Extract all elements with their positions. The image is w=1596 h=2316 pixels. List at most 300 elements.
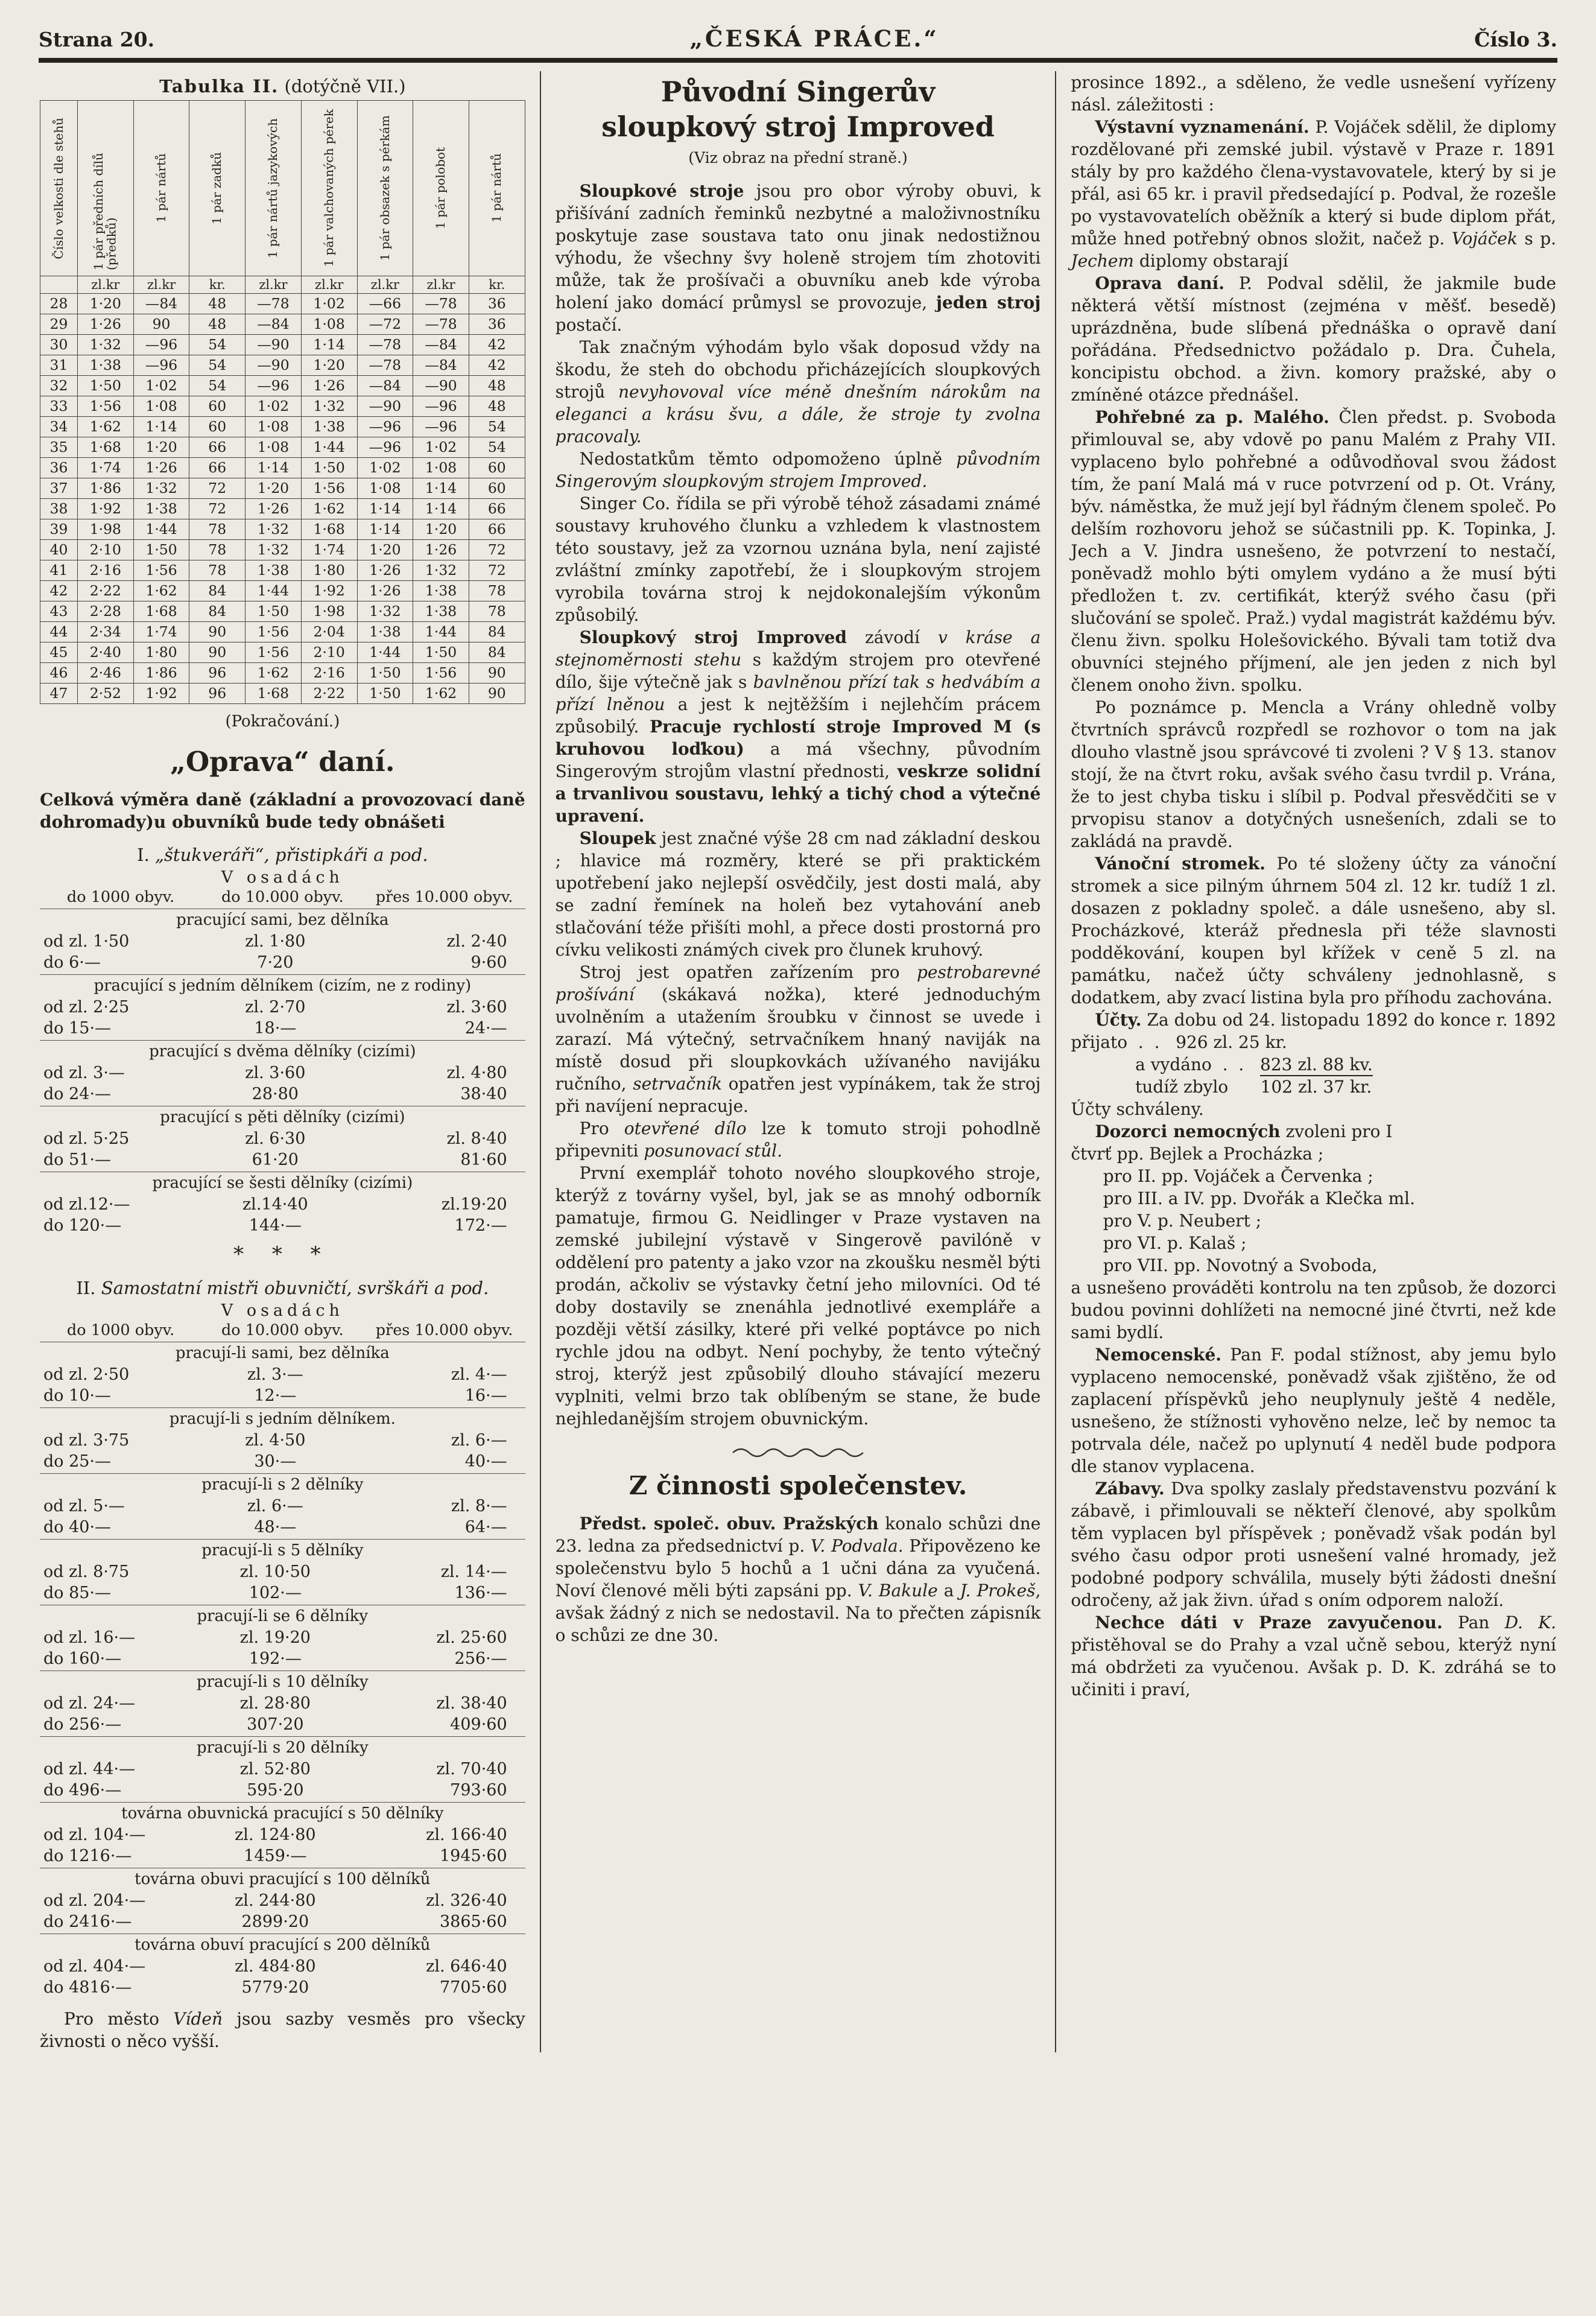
rate-value: 48·—	[254, 1518, 297, 1537]
table-cell: —96	[413, 417, 469, 437]
rate-group-label: pracují-li se 6 dělníky	[197, 1607, 369, 1626]
table-cell: 1·14	[301, 335, 357, 355]
table-cell: 1·50	[245, 601, 302, 622]
table-cell: 1·68	[78, 437, 134, 458]
rate-value: od zl. 24·—	[43, 1694, 136, 1713]
table-cell: 96	[189, 663, 245, 684]
rate-value: do 85·—	[43, 1584, 112, 1603]
rate-group	[40, 1868, 525, 1932]
table-cell: —90	[245, 335, 302, 355]
article-title-singer: Původní Singerův sloupkový stroj Improved	[601, 75, 995, 143]
table-cell: 1·44	[413, 622, 469, 642]
text-segment: D. K.	[1504, 1613, 1557, 1632]
table-column-header	[133, 101, 189, 276]
table-column-header	[413, 101, 469, 276]
text-segment: Dozorci nemocných	[1095, 1122, 1281, 1141]
rate-value: zl. 52·80	[239, 1760, 311, 1779]
rate-value: zl. 326·40	[426, 1891, 507, 1911]
table-cell: 1·02	[357, 458, 413, 478]
rate-value: do 120·—	[43, 1216, 122, 1235]
table-cell: —84	[413, 335, 469, 355]
text-segment: Nemocenské.	[1095, 1345, 1222, 1365]
table-cell: 1·38	[245, 560, 302, 581]
table-cell: 1·62	[413, 684, 469, 704]
table-cell: 1·32	[357, 601, 413, 622]
table-cell: 1·14	[413, 499, 469, 519]
rate-value: od zl.12·—	[43, 1195, 130, 1214]
rate-group	[40, 909, 525, 973]
oprava-intro: Celková výměra daně (základní a provozovací daně dohromady)u obuvníků bude tedy obnášeti	[40, 789, 525, 832]
table-cell: 1·20	[133, 437, 189, 458]
table-cell: 90	[189, 642, 245, 663]
paragraph	[1071, 1344, 1556, 1477]
table-cell: —96	[357, 437, 413, 458]
text-segment: nevyhovoval více méně dnešním nárokům na eleganci a krásu švu, a dále, že stroje ty zvolna pracovaly.	[555, 382, 1041, 446]
table-cell: 1·38	[413, 581, 469, 601]
text-segment: diplomy obstarají	[1133, 251, 1288, 271]
text-segment: lze k tomuto stroji pohodlně připevniti	[555, 1118, 1041, 1161]
text-segment: pro II. pp. Vojáček a Červenka ;	[1071, 1166, 1373, 1186]
rate-value: 172·—	[454, 1216, 507, 1235]
rate-value: do 10·—	[43, 1386, 112, 1406]
paragraph	[1071, 116, 1556, 272]
table-column-header	[40, 101, 78, 276]
rate-row	[40, 1582, 525, 1604]
table-cell: 1·80	[133, 642, 189, 663]
table-cell: 90	[469, 684, 525, 704]
table-title-bold: Tabulka II.	[159, 76, 279, 97]
rate-value: do 4816·—	[43, 1978, 132, 1997]
table-cell: 1·08	[245, 437, 302, 458]
issue-number: Číslo 3.	[1474, 28, 1557, 51]
table-cell: 1·80	[301, 560, 357, 581]
rate-column-label: do 1000 obyv.	[66, 1321, 175, 1340]
rate-value: zl. 244·80	[235, 1891, 316, 1911]
rate-row	[40, 1824, 525, 1845]
rate-section-subhead	[40, 1301, 525, 1320]
rate-value: 1459·—	[244, 1847, 307, 1866]
rate-group-label: továrna obuvi pracující s 100 dělníků	[135, 1870, 431, 1889]
table-cell: 60	[189, 417, 245, 437]
rate-row	[40, 1911, 525, 1932]
table-unit-cell: kr.	[469, 276, 525, 294]
text-segment: pro VII. pp. Novotný a Svoboda,	[1071, 1255, 1378, 1275]
paragraph	[556, 336, 1041, 448]
table-cell: 1·32	[245, 519, 302, 540]
table-title	[40, 76, 525, 97]
table-cell: 2·16	[78, 560, 134, 581]
table-unit-cell: zl.kr	[357, 276, 413, 294]
rate-value: od zl. 16·—	[43, 1628, 136, 1648]
rate-group-label: pracují-li s 2 dělníky	[201, 1476, 364, 1494]
table-cell: 48	[469, 396, 525, 417]
table-cell: 1·08	[301, 314, 357, 335]
rate-value: od zl. 204·—	[43, 1891, 146, 1911]
text-segment: a	[937, 1581, 960, 1601]
rate-value: zl. 28·80	[239, 1694, 311, 1713]
table-cell: 84	[469, 622, 525, 642]
text-segment: Člen předst. p. Svoboda přimlouval se, aby vdově po panu Malém z Prahy VII. vyplaceno bylo pohřebné a odůvodňoval svou žádost tím, že paní Malá má v ruce potvrzení od p. Ot. Vrány, býv. náměstka, že muž její byl řádným členem společ. Po delším rozhovoru jehož se súčastnili pp. K. Topinka, J. Jech a V. Jindra usnešeno, že potvrzení to nestačí, poněvadž mohlo býti omylem vydáno a že musí býti předložen t. zv. certifikát, kterýž svého času (při slučování se společ. Praž.) vydal magistrát každému býv. členu živn. spolku Holešovického. Bývali tam totiž dva obuvníci stejného příjmení, ale jen jeden z nich byl členem onoho živn. spolku.	[1071, 407, 1557, 695]
table-unit-cell: zl.kr	[245, 276, 302, 294]
table-cell: 1·50	[301, 458, 357, 478]
rate-value: od zl. 2·25	[43, 998, 130, 1017]
rate-value: od zl. 44·—	[43, 1760, 136, 1779]
text-segment: jest značné výše 28 cm nad základní deskou ; hlavice má rozměry, které se při praktickém upotřebení jako nejlepší osvědčily, jest dosti malá, aby se zadní řemínek na holeň bez vytahování aneb stlačování téže přišíti mohl, a přece dosti prostorná pro cívku velikosti známých civek pro člunek kruhový.	[555, 828, 1041, 960]
rate-group	[40, 1934, 525, 1998]
text-segment: Po poznámce p. Mencla a Vrány ohledně volby čtvrtních správců rozpředl se rozhovor o tom na jak dlouho vlastně jsou správcové ti zvoleni ? V § 13. stanov stojí, že na čtvrt roku, avšak svého času tvrdil p. Vrána, že to jest chyba tisku i slíbil p. Podval přesvědčiti se v prvopisu stanov a dotyčných usnešeních, zdali se to zakládá na pravdě.	[1071, 697, 1557, 851]
paragraph	[556, 1512, 1041, 1646]
rate-value: 192·—	[249, 1649, 302, 1669]
table-row	[40, 642, 525, 663]
rate-row	[40, 1714, 525, 1735]
rate-row	[40, 1149, 525, 1170]
table-row	[40, 499, 525, 519]
rate-value: zl. 6·30	[245, 1129, 306, 1148]
table-unit-cell: kr.	[189, 276, 245, 294]
table-cell: 1·56	[245, 622, 302, 642]
table-unit-cell	[40, 276, 78, 294]
rate-value: zl. 3·60	[245, 1064, 306, 1082]
text-segment: Stroj jest opatřen zařízením pro	[579, 962, 917, 982]
rate-value: do 1216·—	[43, 1847, 132, 1866]
rate-value: do 256·—	[43, 1715, 122, 1734]
section-title-z-cinnosti: Z činnosti společenstev.	[629, 1471, 967, 1500]
text-segment: jsou sazby vesměs pro všecky živnosti o něco vyšší.	[40, 2009, 525, 2052]
table-cell: 72	[189, 478, 245, 499]
table-cell: 36	[469, 314, 525, 335]
rate-value: od zl. 2·50	[43, 1365, 130, 1385]
table-cell: 44	[40, 622, 78, 642]
text-segment: Jechem	[1071, 251, 1134, 271]
rate-group	[40, 1670, 525, 1735]
table-cell: 47	[40, 684, 78, 704]
table-column-header	[469, 101, 525, 276]
rate-value: do 6·—	[43, 953, 101, 972]
table-row	[40, 519, 525, 540]
rate-value: 3865·60	[440, 1912, 507, 1932]
text-segment: postačí.	[555, 315, 622, 335]
table-row	[40, 417, 525, 437]
text-segment: Připovězeno ke společenstvu bylo 5 hochů a 1 učni dána za vyučená. Noví členové měli býti zapsáni pp.	[555, 1536, 1041, 1601]
text-segment: 823 zl. 88 kv.	[1260, 1055, 1373, 1076]
table-row	[40, 581, 525, 601]
table-cell: 1·26	[245, 499, 302, 519]
tax-rate-sections	[40, 844, 525, 1999]
rate-group	[40, 1172, 525, 1236]
table-cell: 1·38	[357, 622, 413, 642]
rate-section-subhead	[40, 868, 525, 887]
table-row	[40, 684, 525, 704]
text-segment: pro III. a IV. pp. Dvořák a Klečka ml.	[1071, 1188, 1415, 1208]
table-cell: 1·02	[133, 376, 189, 396]
text-segment: setrvačník	[633, 1074, 722, 1094]
text-segment: Po té složeny účty za vánoční stromek a sice pilným úhrnem 504 zl. 12 kr. tudíž 1 zl. dosazen z pokladny společ. a dále usnešeno, aby sl. Procházkové, kteráž přednesla při téže slavnosti podděkování, koupen byl křížek v ceně 5 zl. na památku, načež účty schváleny jednohlasně, s dodatkem, aby zvací listina byla pro příhodu zachována.	[1071, 854, 1557, 1007]
rate-value: zl. 8·40	[446, 1129, 507, 1148]
rate-row	[40, 1648, 525, 1669]
table-units-row	[40, 276, 525, 294]
text-segment: s každým strojem pro otevřené dílo, šije výtečně jak s	[555, 650, 1041, 692]
text-segment: I.	[137, 844, 156, 865]
rate-section-heading	[40, 844, 525, 866]
rate-value: 40·—	[464, 1452, 507, 1471]
rate-group-label: pracují-li sami, bez dělníka	[175, 1344, 390, 1363]
table-cell: 1·92	[301, 581, 357, 601]
rate-columns-header	[40, 1321, 525, 1340]
text-segment: J. Prokeš	[960, 1581, 1036, 1601]
text-segment: pestrobarevné prošívání	[555, 962, 1041, 1004]
table-cell: 2·40	[78, 642, 134, 663]
text-segment: přistěhoval se do Prahy a vzal učně sebou, kterýž nyní má obdržeti za vyučenou. Avšak p. D. K. zdráhá se to učiniti i praví,	[1071, 1635, 1557, 1699]
asterism-separator: * * *	[233, 1242, 332, 1266]
rate-column-label: do 1000 obyv.	[66, 888, 175, 906]
rate-row	[40, 1977, 525, 1998]
rotated-header-label: 1 pár obsazek s pérkám	[377, 115, 392, 261]
table-cell: 37	[40, 478, 78, 499]
text-segment: jeden stroj	[936, 293, 1041, 313]
subhead-text: V osadách	[221, 1301, 344, 1321]
table-cell: —84	[245, 314, 302, 335]
rate-value: zl. 1·80	[245, 932, 306, 951]
table-row	[40, 622, 525, 642]
rate-row	[40, 1517, 525, 1538]
rate-group-label: pracující se šesti dělníky (cizími)	[152, 1174, 413, 1192]
article-divider	[556, 1448, 1041, 1460]
rate-value: zl. 4·50	[245, 1431, 306, 1450]
table-cell: 1·20	[245, 478, 302, 499]
rate-value: do 24·—	[43, 1085, 112, 1103]
rate-value: zl. 646·40	[426, 1957, 507, 1976]
header-rule	[39, 58, 1557, 63]
rate-row	[40, 1430, 525, 1451]
table-cell: 2·22	[78, 581, 134, 601]
rate-group-label: pracující s pěti dělníky (cizími)	[160, 1108, 405, 1126]
table-cell: 38	[40, 499, 78, 519]
rate-group	[40, 1407, 525, 1472]
table-cell: —84	[357, 376, 413, 396]
text-segment: První exemplář tohoto nového sloupkového stroje, kterýž z továrny vyšel, byl, jak se as mnohý odborník pamatuje, firmou G. Neidlinger v Praze vystaven na zemské jubilejní výstavě v Singerově pavilóně v oddělení pro patenty a jako vzor na zkoušku nesměl býti prodán, ačkoliv se výstavky četní jeho milovníci. Od té doby dostavily se znenáhla jednotlivé exempláře a později větší zásilky, které při velké poptávce po nich rychle jdou na odbyt. Není pochyby, že tento výtečný stroj, kterýž jest způsobilý dlouho stávající mezeru vyplniti, velmi brzo tak oblíbeným se stane, že bude nejhledanějším strojem obuvnickým.	[555, 1163, 1041, 1429]
table-row	[40, 376, 525, 396]
rate-row	[40, 1956, 525, 1977]
table-cell: —78	[357, 335, 413, 355]
table-row	[40, 335, 525, 355]
table-cell: 1·50	[357, 684, 413, 704]
rate-value: zl. 4·—	[451, 1365, 507, 1385]
table-cell: 1·32	[133, 478, 189, 499]
paragraph	[1071, 852, 1556, 1009]
rate-value: zl. 4·80	[446, 1064, 507, 1082]
rotated-header-label: 1 pár předních dílů (předků)	[91, 153, 119, 270]
table-cell: 54	[469, 417, 525, 437]
table-cell: 29	[40, 314, 78, 335]
table-cell: 54	[189, 335, 245, 355]
table-cell: 1·50	[357, 663, 413, 684]
rate-row	[40, 1759, 525, 1780]
table-cell: 1·50	[78, 376, 134, 396]
table-cell: 1·74	[78, 458, 134, 478]
columns-container	[39, 71, 1557, 2052]
table-cell: 1·44	[245, 581, 302, 601]
table-cell: 1·38	[301, 417, 357, 437]
column-left	[39, 71, 540, 2052]
text-segment: bavlněnou přízí tak s hedvábím a přízí lněnou	[555, 672, 1041, 714]
rate-group	[40, 1106, 525, 1170]
text-segment: posunovací stůl.	[644, 1141, 782, 1161]
table-cell: 1·98	[78, 519, 134, 540]
table-cell: 43	[40, 601, 78, 622]
text-segment: (skákavá nožka), které jednoduchým uvolněním a utažením šroubku v činnost se uvede i zarazí. Má výtečný, setrvačníkem hnaný naviják na místě dosud při sloupkovkách užívaného navijáku ručního,	[555, 985, 1041, 1094]
table-cell: —96	[133, 355, 189, 376]
rate-value: 28·80	[252, 1085, 299, 1103]
text-segment: Samostatní mistři obuvničtí, svrškáři a pod.	[101, 1278, 489, 1298]
rate-value: zl. 2·40	[446, 932, 507, 951]
text-segment: s p.	[1517, 229, 1557, 249]
table-cell: 1·38	[413, 601, 469, 622]
text-segment: a usnešeno prováděti kontrolu na ten způsob, že dozorci budou povinni dohlížeti na nemocné jiné čtvrti, než kde sami bydlí.	[1071, 1278, 1557, 1342]
table-row	[40, 396, 525, 417]
rate-value: zl. 38·40	[436, 1694, 507, 1713]
column1-footer-note	[40, 2008, 525, 2052]
table-cell: 90	[469, 663, 525, 684]
rate-value: 81·60	[460, 1150, 507, 1169]
table-cell: 46	[40, 663, 78, 684]
rate-row	[40, 1385, 525, 1406]
table-row	[40, 437, 525, 458]
table-cell: 33	[40, 396, 78, 417]
table-row	[40, 601, 525, 622]
rate-row	[40, 1451, 525, 1472]
table-cell: 1·62	[301, 499, 357, 519]
rate-row	[40, 1194, 525, 1215]
table-cell: 2·10	[78, 540, 134, 560]
table-cell: 54	[469, 437, 525, 458]
rate-group-label: pracující s dvěma dělníky (cizími)	[149, 1042, 416, 1061]
table-cell: 1·02	[301, 294, 357, 314]
table-cell: 1·14	[245, 458, 302, 478]
table-cell: 1·50	[413, 642, 469, 663]
rate-value: zl. 124·80	[235, 1826, 316, 1845]
rate-column-label: přes 10.000 obyv.	[375, 1321, 513, 1340]
rate-value: 1945·60	[440, 1847, 507, 1866]
rate-row	[40, 1128, 525, 1149]
table-cell: —96	[357, 417, 413, 437]
paragraph	[556, 626, 1041, 827]
table-cell: 2·34	[78, 622, 134, 642]
table-row	[40, 540, 525, 560]
rate-value: 102·—	[249, 1584, 302, 1603]
rate-column-label: přes 10.000 obyv.	[375, 888, 513, 906]
text-segment: zvoleni pro I	[1280, 1122, 1393, 1141]
table-cell: 1·32	[78, 335, 134, 355]
rate-group-label: pracují-li s 5 dělníky	[201, 1541, 364, 1560]
rate-group	[40, 974, 525, 1039]
rate-columns-header	[40, 888, 525, 907]
rate-value: do 496·—	[43, 1781, 122, 1800]
table-cell: 1·08	[357, 478, 413, 499]
table-cell: 42	[469, 355, 525, 376]
table-cell: 60	[469, 458, 525, 478]
text-segment: v kráse a stejnoměrnosti stehu	[555, 627, 1041, 670]
masthead	[39, 25, 1557, 52]
table-cell: 1·86	[133, 663, 189, 684]
table-cell: 36	[40, 458, 78, 478]
table-cell: —90	[413, 376, 469, 396]
text-segment: Sloupkový stroj Improved	[579, 627, 847, 647]
table-cell: 78	[189, 560, 245, 581]
text-segment: Tak značným výhodám bylo však doposud vždy na škodu, že steh do obchodu přicházejících sloupkových strojů	[555, 337, 1041, 402]
table-row	[40, 314, 525, 335]
rate-value: 12·—	[254, 1386, 297, 1406]
table-cell: 60	[189, 396, 245, 417]
rate-value: 136·—	[454, 1584, 507, 1603]
rate-row	[40, 1018, 525, 1039]
table-cell: 1·14	[357, 519, 413, 540]
table-row	[40, 478, 525, 499]
table-cell: —66	[357, 294, 413, 314]
table-cell: —78	[413, 294, 469, 314]
table-cell: 1·56	[245, 642, 302, 663]
table-row	[40, 560, 525, 581]
table-cell: —78	[357, 355, 413, 376]
table-cell: 1·08	[245, 417, 302, 437]
table-cell: 1·62	[245, 663, 302, 684]
text-segment: opatřen jest vypínákem, tak že stroj při navíjení nepracuje.	[555, 1074, 1041, 1116]
text-segment: Pohřebné za p. Malého.	[1095, 407, 1329, 427]
table-cell: 28	[40, 294, 78, 314]
paragraph	[1071, 1611, 1556, 1701]
rotated-header-label: 1 pár valchovaných pérek	[321, 109, 336, 267]
text-segment: Pracuje rychlostí stroje Improved M (s kruhovou loďkou)	[555, 717, 1041, 759]
table-cell: 90	[133, 314, 189, 335]
rate-value: do 25·—	[43, 1452, 112, 1471]
rate-value: 793·60	[450, 1781, 507, 1800]
table-cell: 78	[469, 601, 525, 622]
rate-value: zl. 8·—	[451, 1497, 507, 1516]
rate-value: 64·—	[464, 1518, 507, 1537]
rate-group-label: pracují-li s 10 dělníky	[196, 1673, 369, 1692]
table-cell: 1·68	[301, 519, 357, 540]
table-cell: —78	[413, 314, 469, 335]
table-cell: 72	[189, 499, 245, 519]
table-unit-cell: zl.kr	[133, 276, 189, 294]
column-middle	[541, 71, 1056, 2052]
table-cell: 1·26	[301, 376, 357, 396]
rate-value: 595·20	[247, 1781, 304, 1800]
sizes-table	[40, 100, 525, 704]
table-cell: 1·50	[133, 540, 189, 560]
rate-value: 38·40	[460, 1085, 507, 1103]
table-cell: 32	[40, 376, 78, 396]
page-number: Strana 20.	[39, 28, 155, 51]
table-title-rest: (dotýčně VII.)	[279, 76, 406, 97]
text-segment: II.	[76, 1278, 101, 1298]
rate-value: do 51·—	[43, 1150, 112, 1169]
text-segment: Účty.	[1095, 1010, 1142, 1030]
rate-row	[40, 1215, 525, 1236]
text-segment: , avšak žádný z nich se nedostavil. Na to přečten zápisník o schůzi ze dne 30.	[555, 1581, 1041, 1645]
text-segment: Nedostatkům těmto odpomoženo úplně	[579, 449, 957, 469]
table-cell: 1·20	[413, 519, 469, 540]
rate-value: od zl. 5·25	[43, 1129, 130, 1148]
text-segment: „štukveráři“, přistipkáři a pod.	[155, 844, 428, 865]
table-cell: 2·16	[301, 663, 357, 684]
table-cell: 1·26	[357, 581, 413, 601]
text-segment: Vojáček	[1451, 229, 1518, 249]
table-cell: 66	[189, 437, 245, 458]
table-cell: 78	[189, 540, 245, 560]
table-row	[40, 355, 525, 376]
paragraph	[556, 1162, 1041, 1430]
table-cell: 54	[189, 376, 245, 396]
